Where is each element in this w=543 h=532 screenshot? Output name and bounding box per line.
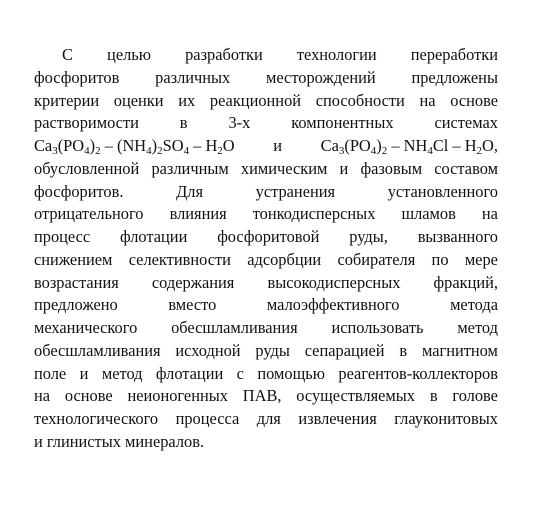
text-word: $Ca_3(PO_4)_2 - (NH_4)_2SO_4 - H_2O$ bbox=[34, 136, 235, 157]
text-word: С bbox=[62, 45, 73, 64]
text-word: вместо bbox=[168, 295, 217, 315]
text-word: технологии bbox=[296, 45, 377, 64]
text-line bbox=[34, 226, 498, 249]
text-word: устранения bbox=[255, 181, 336, 201]
text-word: предложено bbox=[34, 295, 118, 315]
text-word: собирателя bbox=[337, 249, 416, 269]
text-word: на bbox=[481, 204, 498, 224]
text-word: метод bbox=[101, 363, 143, 383]
text-word: исходной bbox=[175, 340, 241, 360]
text-word: различных bbox=[155, 67, 231, 87]
text-word: месторождений bbox=[266, 67, 376, 87]
text-word: поле bbox=[34, 363, 67, 383]
text-line bbox=[34, 67, 498, 90]
text-word: влияния bbox=[169, 204, 227, 224]
text-line bbox=[34, 317, 498, 340]
text-word: и bbox=[273, 136, 283, 155]
text-word: адсорбции bbox=[247, 249, 322, 269]
text-word: на bbox=[34, 386, 51, 406]
text-line bbox=[34, 158, 498, 181]
text-word: шламов bbox=[401, 204, 456, 224]
text-word: руды bbox=[255, 340, 290, 360]
text-word: механического bbox=[34, 318, 138, 337]
text-word: извлечения bbox=[298, 409, 377, 428]
text-line bbox=[34, 272, 498, 295]
text-word: фосфоритовой bbox=[217, 227, 320, 246]
text-line bbox=[34, 90, 498, 113]
document-paragraph bbox=[34, 44, 498, 454]
text-word: целью bbox=[107, 45, 151, 64]
text-word: фракций, bbox=[433, 272, 498, 292]
text-word: для bbox=[256, 409, 281, 428]
text-word: мере bbox=[464, 249, 498, 269]
text-word: малоэффективного bbox=[266, 295, 400, 315]
text-line bbox=[34, 385, 498, 408]
text-word: голове bbox=[452, 386, 498, 406]
text-word: высокодисперсных bbox=[267, 272, 401, 292]
text-line bbox=[34, 363, 498, 386]
text-word: возрастания bbox=[34, 272, 119, 292]
text-line bbox=[34, 408, 498, 431]
text-word: флотации bbox=[120, 227, 188, 246]
text-word: магнитном bbox=[421, 340, 498, 360]
text-word: фосфоритов. bbox=[34, 181, 124, 201]
text-word: фазовым bbox=[360, 158, 423, 178]
text-line bbox=[34, 44, 498, 67]
text-word: сепарацией bbox=[304, 340, 385, 360]
text-word: разработки bbox=[185, 45, 263, 64]
text-line bbox=[34, 135, 498, 158]
text-word: обусловленной bbox=[34, 158, 140, 178]
text-word: вызванного bbox=[417, 227, 498, 246]
text-word: Для bbox=[176, 181, 203, 201]
text-word: руды, bbox=[349, 227, 388, 246]
text-word: в bbox=[179, 113, 188, 133]
text-line bbox=[34, 112, 498, 135]
text-word: компонентных bbox=[291, 113, 394, 133]
text-word: по bbox=[431, 249, 449, 269]
text-word: основе bbox=[450, 90, 498, 110]
text-word: тонкодисперсных bbox=[252, 204, 376, 224]
text-word: флотации bbox=[155, 363, 224, 383]
text-word: снижением bbox=[34, 249, 113, 269]
text-word: содержания bbox=[151, 272, 235, 292]
text-word: использовать bbox=[331, 318, 424, 337]
text-word: переработки bbox=[410, 45, 498, 64]
text-word: в bbox=[399, 340, 408, 360]
text-word: различным bbox=[151, 158, 229, 178]
text-word: технологического bbox=[34, 409, 159, 428]
text-word: критерии bbox=[34, 90, 100, 110]
text-word: глинистых bbox=[46, 431, 121, 451]
text-word: реакционной bbox=[209, 90, 302, 110]
text-word: метода bbox=[450, 295, 498, 315]
text-word: способности bbox=[315, 90, 405, 110]
text-word: системах bbox=[434, 113, 498, 133]
text-line bbox=[34, 203, 498, 226]
text-word: неионогенных bbox=[127, 386, 228, 406]
text-word: растворимости bbox=[34, 113, 139, 133]
text-word: процесс bbox=[34, 227, 91, 246]
text-word: и bbox=[79, 363, 89, 383]
text-word: ПАВ, bbox=[242, 386, 282, 406]
text-word: их bbox=[178, 90, 196, 110]
text-word: $Ca_3(PO_4)_2 - NH_4Cl - H_2O$, bbox=[320, 136, 498, 157]
text-word: отрицательного bbox=[34, 204, 144, 224]
text-word: составом bbox=[434, 158, 498, 178]
text-word: основе bbox=[64, 386, 113, 406]
text-word: оценки bbox=[113, 90, 164, 110]
text-word: и bbox=[339, 158, 349, 178]
text-line bbox=[34, 340, 498, 363]
text-word: с bbox=[236, 363, 244, 383]
text-word: и bbox=[34, 431, 43, 451]
text-word: обесшламливания bbox=[171, 318, 298, 337]
text-word: глауконитовых bbox=[394, 409, 498, 428]
text-word: на bbox=[419, 90, 436, 110]
text-word: химическим bbox=[240, 158, 328, 178]
text-word: фосфоритов bbox=[34, 67, 120, 87]
text-word: установленного bbox=[387, 181, 498, 201]
text-word: процесса bbox=[175, 409, 240, 428]
text-line bbox=[34, 181, 498, 204]
text-word: реагентов-коллекторов bbox=[338, 363, 498, 383]
text-line bbox=[34, 249, 498, 272]
text-word: 3-х bbox=[228, 113, 251, 133]
text-word: осуществляемых bbox=[296, 386, 415, 406]
text-word: предложены bbox=[411, 67, 498, 87]
text-word: селективности bbox=[128, 249, 231, 269]
text-word: помощью bbox=[257, 363, 325, 383]
text-line bbox=[34, 431, 498, 454]
text-word: минералов. bbox=[125, 431, 205, 451]
text-line bbox=[34, 294, 498, 317]
text-word: обесшламливания bbox=[34, 340, 161, 360]
text-word: метод bbox=[457, 318, 498, 337]
text-word: в bbox=[429, 386, 438, 406]
